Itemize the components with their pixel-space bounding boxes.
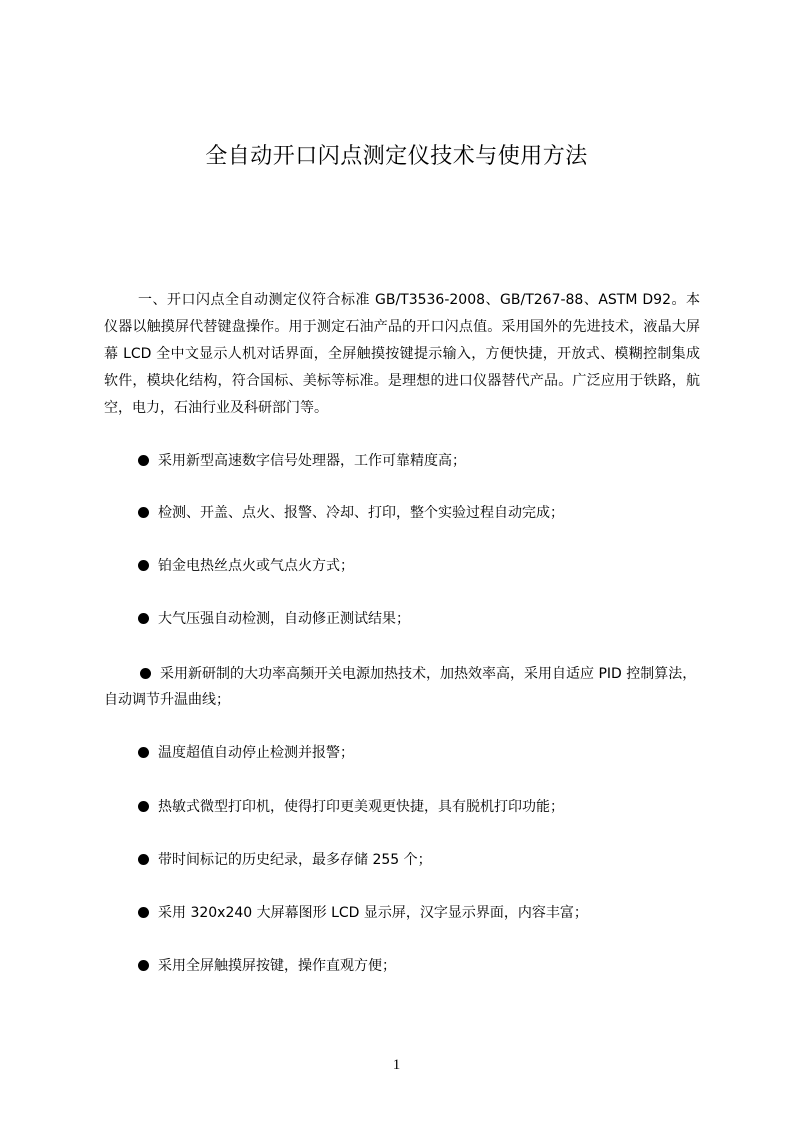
bullet-dot-icon (138, 747, 149, 758)
feature-text: 采用全屏触摸屏按键，操作直观方便； (158, 958, 396, 974)
feature-item (104, 661, 700, 713)
page-title: 全自动开口闪点测定仪技术与使用方法 (205, 144, 588, 169)
feature-text: 大气压强自动检测，自动修正测试结果； (158, 611, 410, 627)
feature-item (104, 900, 700, 926)
feature-item (104, 606, 700, 632)
feature-text: 采用 320x240 大屏幕图形 LCD 显示屏，汉字显示界面，内容丰富； (158, 905, 588, 921)
feature-item (104, 740, 700, 766)
feature-item (104, 847, 700, 873)
feature-text: 检测、开盖、点火、报警、冷却、打印，整个实验过程自动完成； (158, 505, 564, 521)
feature-text: 带时间标记的历史纪录，最多存储 255 个； (158, 852, 432, 868)
feature-item (104, 448, 700, 474)
bullet-dot-icon (138, 854, 149, 865)
bullet-dot-icon (138, 801, 149, 812)
bullet-dot-icon (138, 560, 149, 571)
bullet-dot-icon (138, 907, 149, 918)
feature-item (104, 794, 700, 820)
feature-item (104, 553, 700, 579)
intro-paragraph: 一、开口闪点全自动测定仪符合标准 GB/T3536-2008、GB/T267-88、ASTM D92。本仪器以触摸屏代替键盘操作。用于测定石油产品的开口闪点值。采用国外的先进技术，液晶大屏幕 LCD 全中文显示人机对话界面，全屏触摸按键提示输入，方便快捷，开放式、模糊控制集成软件，模块化结构，符合国标、美标等标准。是理想的进口仪器替代产品。广泛应用于铁路，航空，电力，石油行业及科研部门等。 (104, 292, 700, 416)
feature-text: 采用新型高速数字信号处理器，工作可靠精度高； (158, 453, 466, 469)
feature-text: 热敏式微型打印机，使得打印更美观更快捷，具有脱机打印功能； (158, 799, 564, 815)
feature-text: 温度超值自动停止检测并报警； (158, 745, 354, 761)
feature-item (104, 953, 700, 979)
page-number: 1 (392, 1057, 401, 1073)
feature-text: 采用新研制的大功率高频开关电源加热技术，加热效率高，采用自适应 PID 控制算法，自动调节升温曲线； (104, 666, 697, 708)
bullet-dot-icon (140, 668, 151, 679)
bullet-dot-icon (138, 507, 149, 518)
bullet-dot-icon (138, 960, 149, 971)
feature-item (104, 500, 700, 526)
bullet-dot-icon (138, 613, 149, 624)
feature-text: 铂金电热丝点火或气点火方式； (158, 558, 354, 574)
bullet-dot-icon (138, 455, 149, 466)
